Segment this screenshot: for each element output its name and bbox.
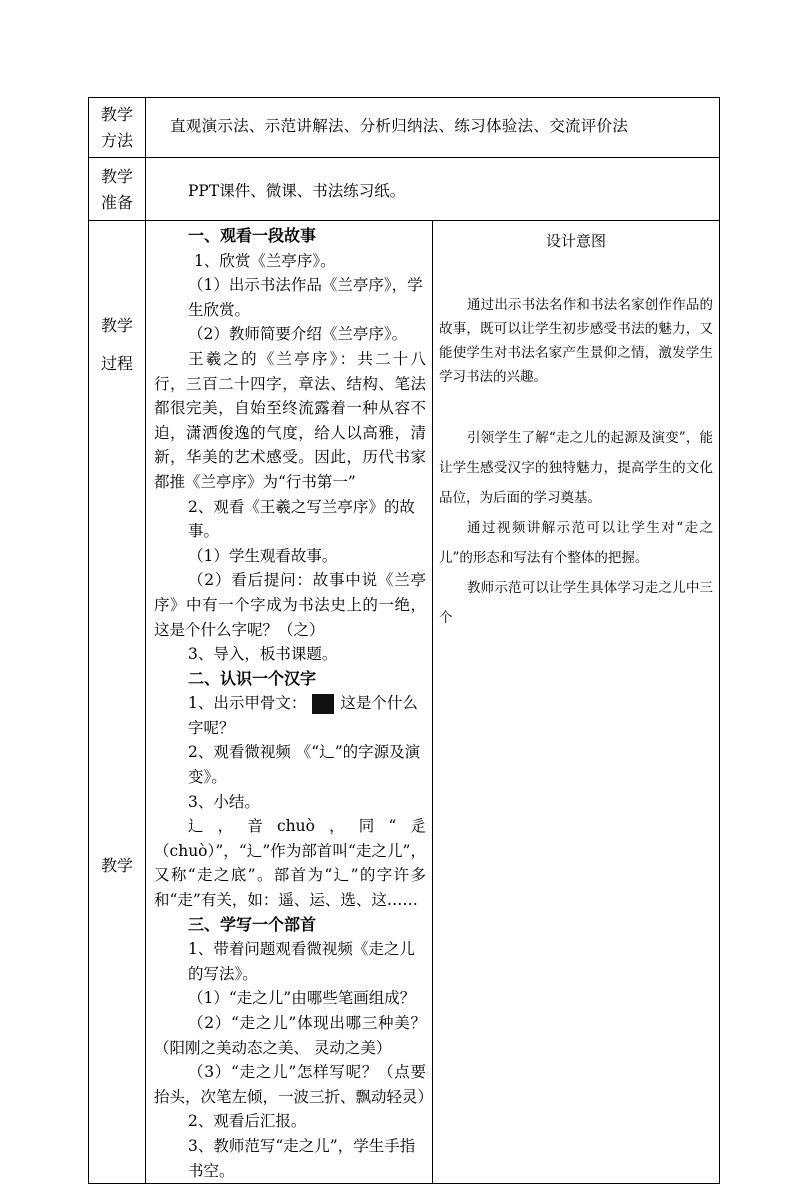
step-line [154,691,426,740]
design-intent-block: 通过视频讲解示范可以让学生对“走之儿”的形态和写法有个整体的把握。 [439,520,713,566]
prep-label-cell [89,158,146,221]
step-line: 2、观看《王羲之写兰亭序》的故事。 [188,497,415,541]
method-label-line2: 方法 [100,131,133,150]
step-line: 3、教师范写“走之儿”，学生手指书空。 [188,1136,416,1180]
method-text: 直观演示法、示范讲解法、分析归纳法、练习体验法、交流评价法 [170,117,629,135]
prep-text: PPT课件、微课、书法练习纸。 [188,182,406,200]
step-line: 3、导入，板书课题。 [188,645,338,664]
method-content-cell [146,98,720,158]
step-line: 1、带着问题观看微视频《走之儿的写法》。 [188,940,415,983]
process-label-line3: 教学 [100,856,133,875]
lesson-plan-table [88,97,720,1184]
method-label-line1: 教学 [100,105,133,124]
process-content [146,221,432,1183]
design-intent-block: 教师示范可以让学生具体学习走之儿中三个 [439,580,713,626]
oracle-bone-glyph-image [312,694,334,714]
section-heading-2: 二、认识一个汉字 [188,668,317,688]
method-row [89,98,720,158]
prep-row [89,158,720,221]
process-label-line2: 过程 [100,354,133,373]
paragraph: （2）看后提问：故事中说《兰亭序》中有一个字成为书法史上的一绝，这是个什么字呢？（之） [154,571,426,639]
prep-content-cell [146,158,720,221]
paragraph: （3）“走之儿”怎样写呢？（点要抬头，次笔左倾，一波三折、飘动轻灵） [154,1063,434,1106]
design-intent-cell [433,221,720,1184]
design-intent-block: 引领学生了解“走之儿的起源及演变”，能让学生感受汉字的独特魅力，提高学生的文化品位，为后面的学习奠基。 [439,430,713,506]
design-intent-title: 设计意图 [545,232,606,250]
paragraph: 王羲之的《兰亭序》：共二十八行，三百二十四字，章法、结构、笔法都很完美，自始至终流露着一种从容不迫，潇洒俊逸的气度，给人以高雅，清新，华美的艺术感受。因此，历代书家都推《兰亭序》为“行书第一” [154,349,426,491]
section-heading-3: 三、学写一个部首 [188,914,317,934]
process-label-line1: 教学 [100,316,133,335]
method-label-cell [89,98,146,158]
paragraph: （2）“走之儿”体现出哪三种美？（阳刚之美动态之美、 灵动之美） [154,1014,426,1057]
step-line: （1）“走之儿”由哪些笔画组成？ [188,989,416,1008]
paragraph: 辶，音chuò，同“辵（chuò）”，“辶”作为部首叫“走之儿”，又称“走之底”。部首为“辶”的字许多和“走”有关，如：遥、运、选、这…… [154,817,426,910]
process-label-cell [89,221,146,1184]
step-text: 1、出示甲骨文： [188,694,307,713]
step-line: 2、观看后汇报。 [188,1112,307,1131]
step-line: （2）教师简要介绍《兰亭序》。 [188,325,408,344]
step-line: 1、欣赏《兰亭序》。 [194,251,336,270]
step-line: （1）学生观看故事。 [188,546,338,565]
step-line: 3、小结。 [188,792,260,811]
process-content-cell [146,221,433,1184]
section-heading-1: 一、观看一段故事 [188,226,317,245]
step-line: 2、观看微视频 《“辶”的字源及演变》。 [188,743,421,787]
step-line: （1）出示书法作品《兰亭序》，学生欣赏。 [188,276,423,319]
prep-label-line2: 准备 [100,193,133,212]
step-text: 这是个什么字呢？ [188,694,418,737]
design-intent-block: 通过出示书法名作和书法名家创作作品的故事，既可以让学生初步感受书法的魅力，又能使学生对书法名家产生景仰之情，激发学生学习书法的兴趣。 [439,297,713,385]
process-row [89,221,720,1184]
prep-label-line1: 教学 [100,167,133,186]
